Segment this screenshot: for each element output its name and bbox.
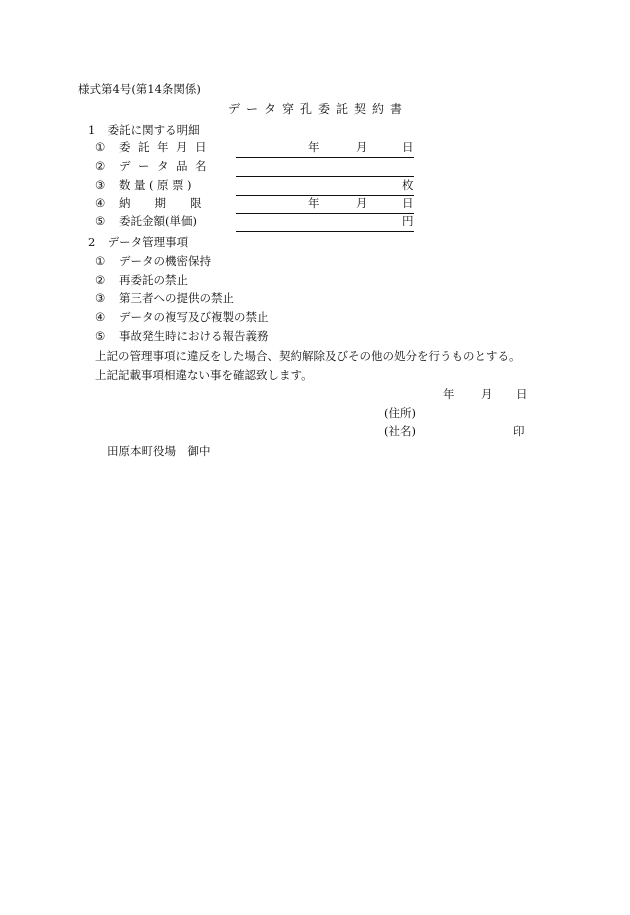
detail-row-deadline [0,198,630,215]
item-label: 委託年月日 [119,140,214,154]
list-item [0,312,630,327]
item-label: 納期限 [119,196,226,210]
list-item-text: データの複写及び複製の禁止 [119,310,269,324]
list-item [0,275,630,290]
item-number: ④ [95,196,106,210]
section1-heading-text: 委託に関する明細 [107,123,200,137]
addressee: 田原本町役場 御中 [107,444,211,458]
seal-mark: 印 [513,424,525,438]
detail-row-quantity [0,180,630,197]
list-item-text: データの機密保持 [119,254,211,268]
list-item-number: ② [95,273,106,287]
section2-number: 2 [88,235,96,249]
sign-month: 月 [481,387,493,401]
list-item-number: ③ [95,291,106,305]
item-label: データ品名 [119,159,214,173]
item-number: ② [95,159,106,173]
list-item [0,256,630,271]
list-item-number: ④ [95,310,106,324]
company-label: (社名) [384,424,416,438]
confirmation-paragraph: 上記記載事項相違ない事を確認致します。 [95,368,313,382]
section1-number: 1 [88,123,96,137]
detail-row-amount [0,216,630,233]
address-label: (住所) [384,406,416,420]
quantity-field[interactable] [236,180,414,196]
item-number: ① [95,140,106,154]
item-label: 数量(原票) [119,178,195,192]
unit-yen: 円 [402,214,414,228]
amount-field[interactable] [236,216,414,232]
deadline-field[interactable] [236,198,414,214]
document-title: データ穿孔委託契約書 [228,102,409,116]
form-number: 様式第4号(第14条関係) [78,82,201,96]
item-number: ⑤ [95,214,106,228]
unit-day: 日 [402,140,414,154]
list-item-number: ⑤ [95,329,106,343]
detail-row-commission-date [0,142,630,159]
detail-row-data-item [0,161,630,178]
section2-heading-text: データ管理事項 [107,235,189,249]
list-item-text: 第三者への提供の禁止 [119,291,234,305]
violation-paragraph: 上記の管理事項に違反をした場合、契約解除及びその他の処分を行うものとする。 [95,349,521,363]
list-item [0,331,630,346]
unit-month: 月 [356,140,368,154]
commission-date-field[interactable] [236,142,414,158]
unit-year: 年 [308,140,320,154]
sign-day: 日 [516,387,528,401]
data-item-field[interactable] [236,161,414,177]
list-item [0,293,630,308]
unit-day: 日 [402,196,414,210]
section1-heading [88,125,200,137]
list-item-text: 再委託の禁止 [119,273,188,287]
list-item-number: ① [95,254,106,268]
sign-year: 年 [443,387,455,401]
signature-date [0,389,630,404]
unit-sheets: 枚 [402,178,414,192]
unit-month: 月 [356,196,368,210]
list-item-text: 事故発生時における報告義務 [119,329,269,343]
section2-heading [88,237,188,249]
item-number: ③ [95,178,106,192]
item-label: 委託金額(単価) [119,214,197,228]
company-row [0,426,630,441]
unit-year: 年 [308,196,320,210]
